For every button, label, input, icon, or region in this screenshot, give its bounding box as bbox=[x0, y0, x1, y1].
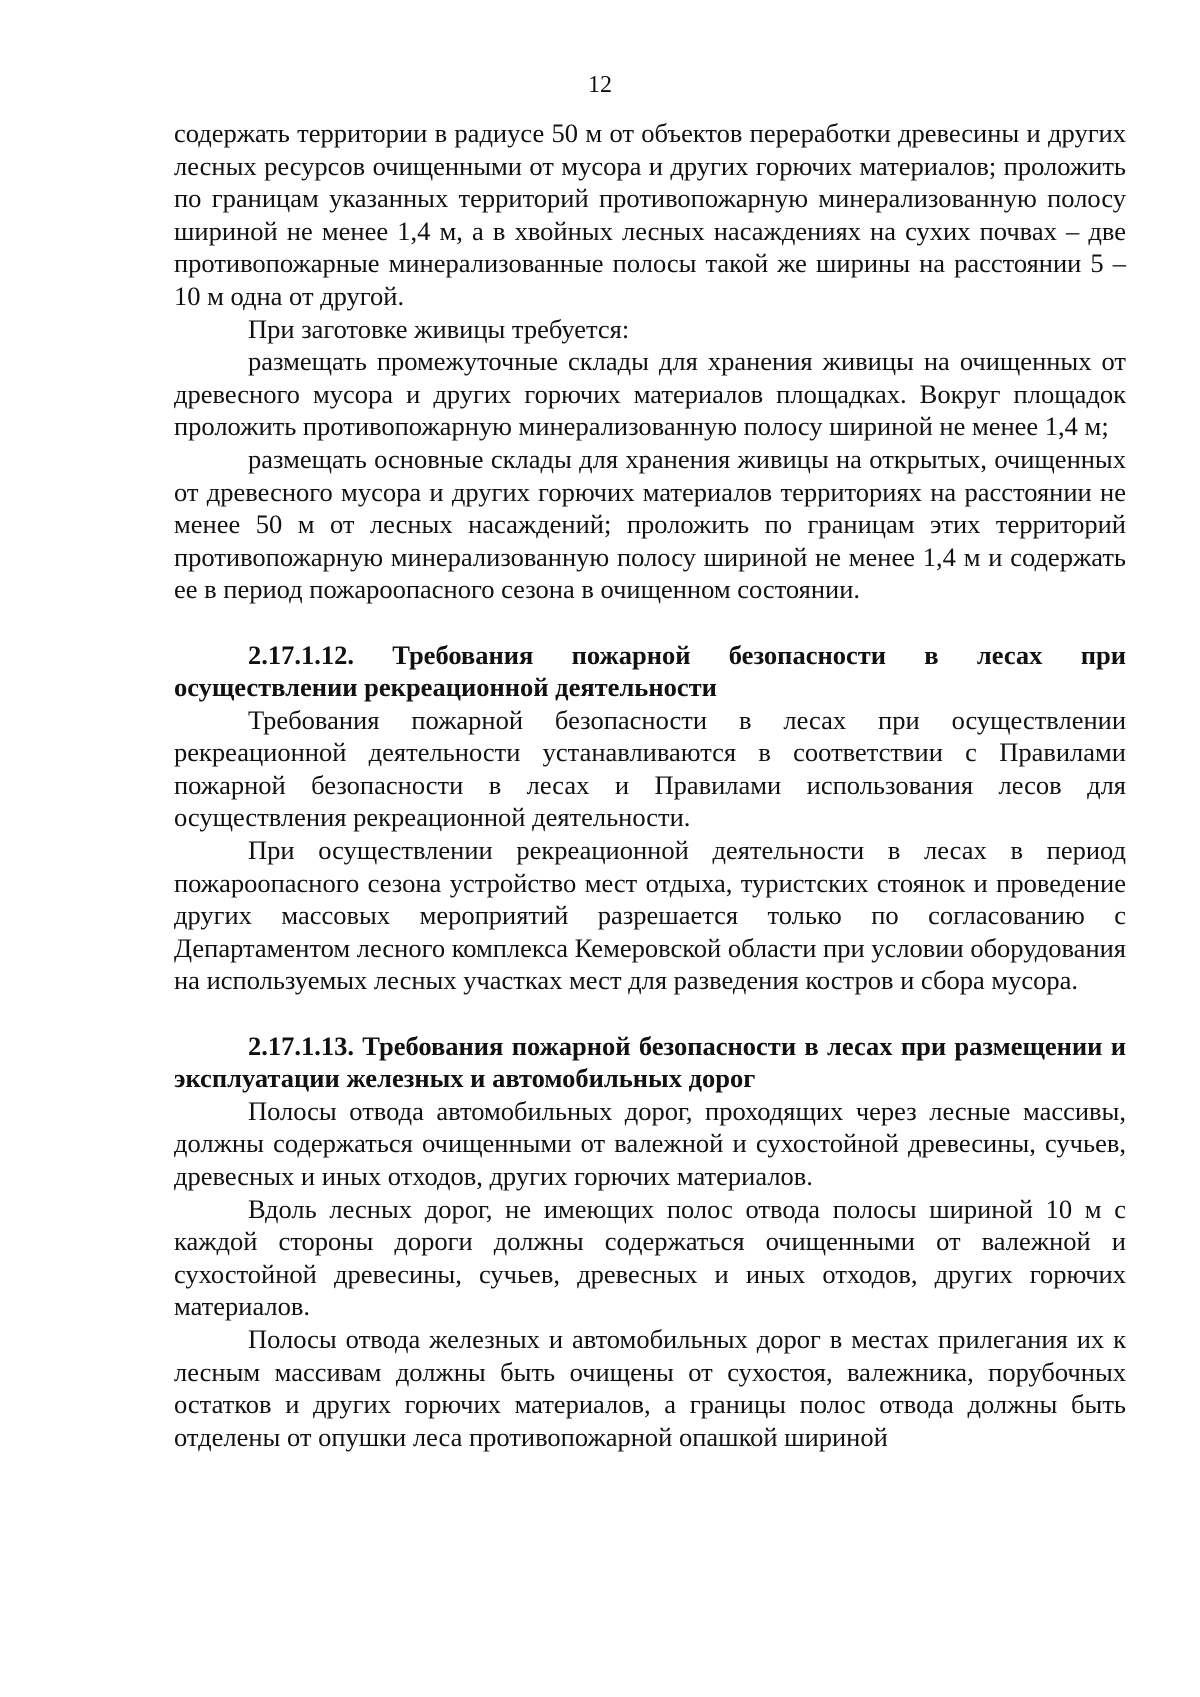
page-number: 12 bbox=[588, 72, 612, 98]
section-spacer bbox=[174, 606, 1126, 639]
paragraph-railway-road-strips: Полосы отвода железных и автомобильных дорог в местах прилегания их к лесным массивам должны быть очищены от сухостоя, валежника, порубочных остатков и других горючих материалов, а границы полос отвода должны быть отделены от опушки леса противопожарной опашкой шириной bbox=[174, 1323, 1126, 1452]
section-spacer bbox=[174, 997, 1126, 1030]
section-heading-2-17-1-13: 2.17.1.13. Требования пожарной безопасности в лесах при размещении и эксплуатации железных и автомобильных дорог bbox=[174, 1030, 1126, 1094]
paragraph-main-warehouses: размещать основные склады для хранения живицы на открытых, очищенных от древесного мусора и других горючих материалов территориях на расстоянии не менее 50 м от лесных насаждений; проложить по границам этих территорий противопожарную минерализованную полосу шириной не менее 1,4 м и содержать ее в период пожароопасного сезона в очищенном состоянии. bbox=[174, 443, 1126, 605]
paragraph-recreation-requirements: Требования пожарной безопасности в лесах при осуществлении рекреационной деятельности устанавливаются в соответствии с Правилами пожарной безопасности в лесах и Правилами использования лесов для осуществления рекреационной деятельности. bbox=[174, 704, 1126, 833]
paragraph-forest-roads: Вдоль лесных дорог, не имеющих полос отвода полосы шириной 10 м с каждой стороны дороги должны содержаться очищенными от валежной и сухостойной древесины, сучьев, древесных и иных отходов, других горючих материалов. bbox=[174, 1193, 1126, 1322]
page-content bbox=[174, 117, 1126, 1453]
paragraph-road-strips: Полосы отвода автомобильных дорог, проходящих через лесные массивы, должны содержаться очищенными от валежной и сухостойной древесины, сучьев, древесных и иных отходов, других горючих материалов. bbox=[174, 1095, 1126, 1191]
paragraph-recreation-season: При осуществлении рекреационной деятельности в лесах в период пожароопасного сезона устройство мест отдыха, туристских стоянок и проведение других массовых мероприятий разрешается только по согласованию с Департаментом лесного комплекса Кемеровской области при условии оборудования на используемых лесных участках мест для разведения костров и сбора мусора. bbox=[174, 835, 1126, 996]
paragraph-resource-processing: содержать территории в радиусе 50 м от объектов переработки древесины и других лесных ресурсов очищенными от мусора и других горючих материалов; проложить по границам указанных территорий противопожарную минерализованную полосу шириной не менее 1,4 м, а в хвойных лесных насаждениях на сухих почвах – две противопожарные минерализованные полосы такой же ширины на расстоянии 5 – 10 м одна от другой. bbox=[174, 118, 1126, 311]
section-heading-2-17-1-12: 2.17.1.12. Требования пожарной безопасности в лесах при осуществлении рекреационной деятельности bbox=[174, 639, 1126, 703]
paragraph-intermediate-warehouses: размещать промежуточные склады для хранения живицы на очищенных от древесного мусора и других горючих материалов площадках. Вокруг площадок проложить противопожарную минерализованную полосу шириной не менее 1,4 м; bbox=[174, 346, 1126, 442]
paragraph-resin-intro: При заготовке живицы требуется: bbox=[248, 313, 630, 344]
